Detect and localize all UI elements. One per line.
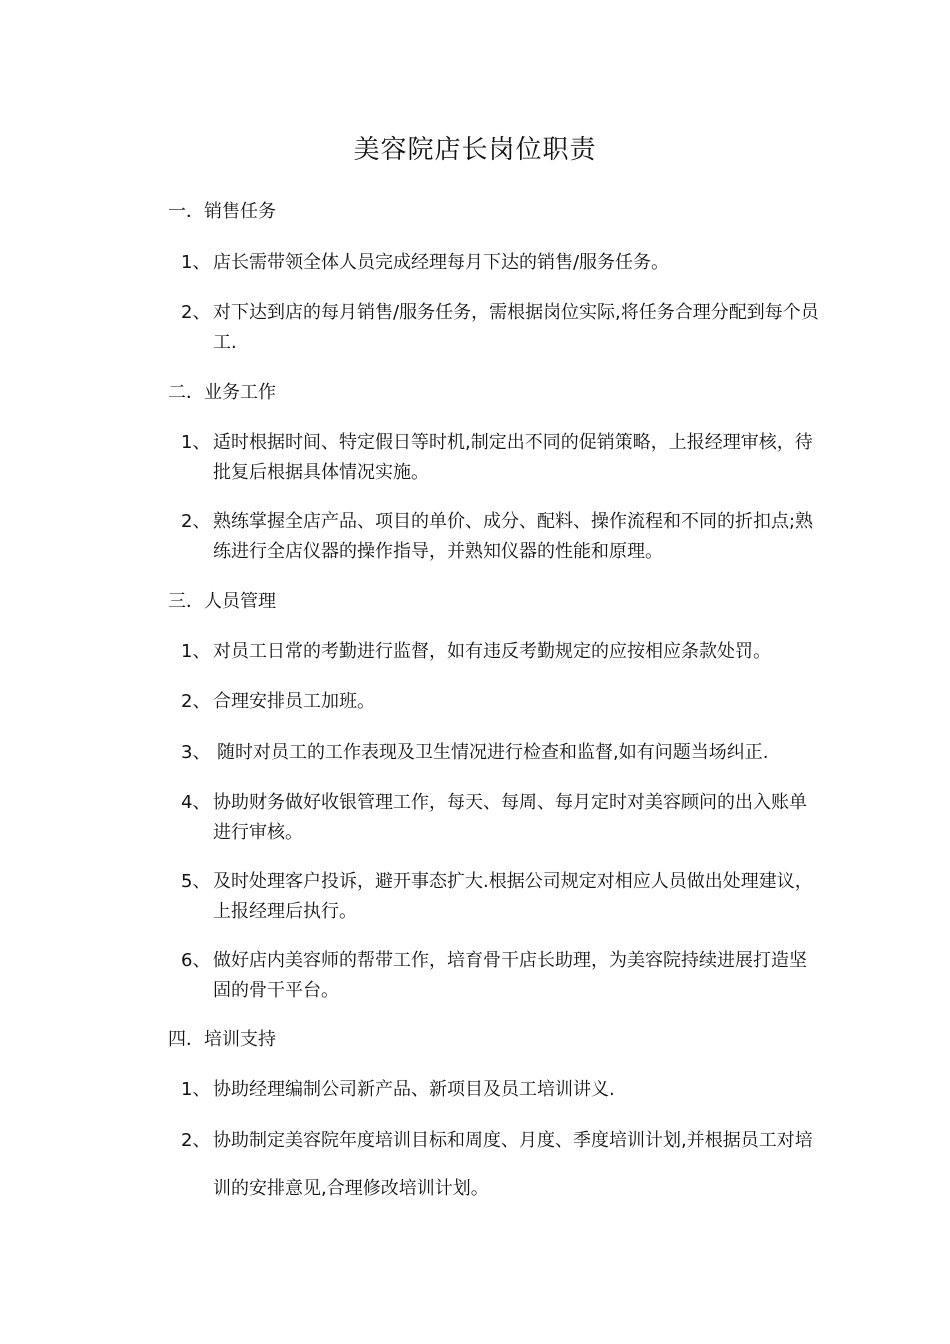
section-heading-sales: 一．销售任务 bbox=[168, 201, 276, 222]
item-number: 5、 bbox=[181, 871, 211, 892]
item-number: 1、 bbox=[181, 432, 211, 453]
item-number: 1、 bbox=[181, 641, 211, 662]
list-item bbox=[181, 248, 821, 278]
list-item bbox=[181, 687, 821, 717]
list-item bbox=[181, 298, 821, 358]
list-item bbox=[181, 788, 821, 848]
item-text: 适时根据时间、特定假日等时机,制定出不同的促销策略，上报经理审核，待批复后根据具体情况实施。 bbox=[213, 432, 813, 483]
item-text: 协助制定美容院年度培训目标和周度、月度、季度培训计划,并根据员工对培训的安排意见,合理修改培训计划。 bbox=[213, 1130, 813, 1199]
item-text: 及时处理客户投诉，避开事态扩大.根据公司规定对相应人员做出处理建议，上报经理后执行。 bbox=[213, 871, 813, 922]
item-number: 1、 bbox=[181, 252, 211, 273]
section-heading-business: 二．业务工作 bbox=[168, 382, 276, 403]
item-text: 协助经理编制公司新产品、新项目及员工培训讲义. bbox=[213, 1079, 615, 1100]
list-item bbox=[181, 428, 821, 488]
list-item bbox=[181, 637, 821, 667]
item-number: 3、 bbox=[181, 742, 211, 763]
item-number: 2、 bbox=[181, 691, 211, 712]
item-text: 对下达到店的每月销售/服务任务，需根据岗位实际,将任务合理分配到每个员工. bbox=[213, 302, 819, 353]
item-number: 2、 bbox=[181, 302, 211, 323]
item-text: 协助财务做好收银管理工作，每天、每周、每月定时对美容顾问的出入账单进行审核。 bbox=[213, 792, 807, 843]
item-text: 店长需带领全体人员完成经理每月下达的销售/服务任务。 bbox=[213, 252, 670, 273]
section-heading-personnel: 三．人员管理 bbox=[168, 591, 276, 612]
item-number: 1、 bbox=[181, 1079, 211, 1100]
list-item bbox=[181, 507, 821, 567]
item-number: 2、 bbox=[181, 511, 211, 532]
item-text: 熟练掌握全店产品、项目的单价、成分、配料、操作流程和不同的折扣点;熟练进行全店仪器的操作指导，并熟知仪器的性能和原理。 bbox=[213, 511, 814, 562]
list-item bbox=[181, 1075, 821, 1105]
item-number: 4、 bbox=[181, 792, 211, 813]
item-number: 6、 bbox=[181, 950, 211, 971]
document-title: 美容院店长岗位职责 bbox=[353, 135, 597, 165]
item-text: 随时对员工的工作表现及卫生情况进行检查和监督,如有问题当场纠正. bbox=[217, 742, 769, 763]
list-item bbox=[181, 738, 821, 768]
list-item bbox=[181, 867, 821, 927]
item-text: 合理安排员工加班。 bbox=[213, 691, 375, 712]
section-heading-training: 四．培训支持 bbox=[168, 1029, 276, 1050]
item-number: 2、 bbox=[181, 1130, 211, 1151]
list-item bbox=[181, 1117, 821, 1213]
item-text: 对员工日常的考勤进行监督，如有违反考勤规定的应按相应条款处罚。 bbox=[213, 641, 771, 662]
list-item bbox=[181, 946, 821, 1006]
item-text: 做好店内美容师的帮带工作，培育骨干店长助理，为美容院持续进展打造坚固的骨干平台。 bbox=[213, 950, 807, 1001]
